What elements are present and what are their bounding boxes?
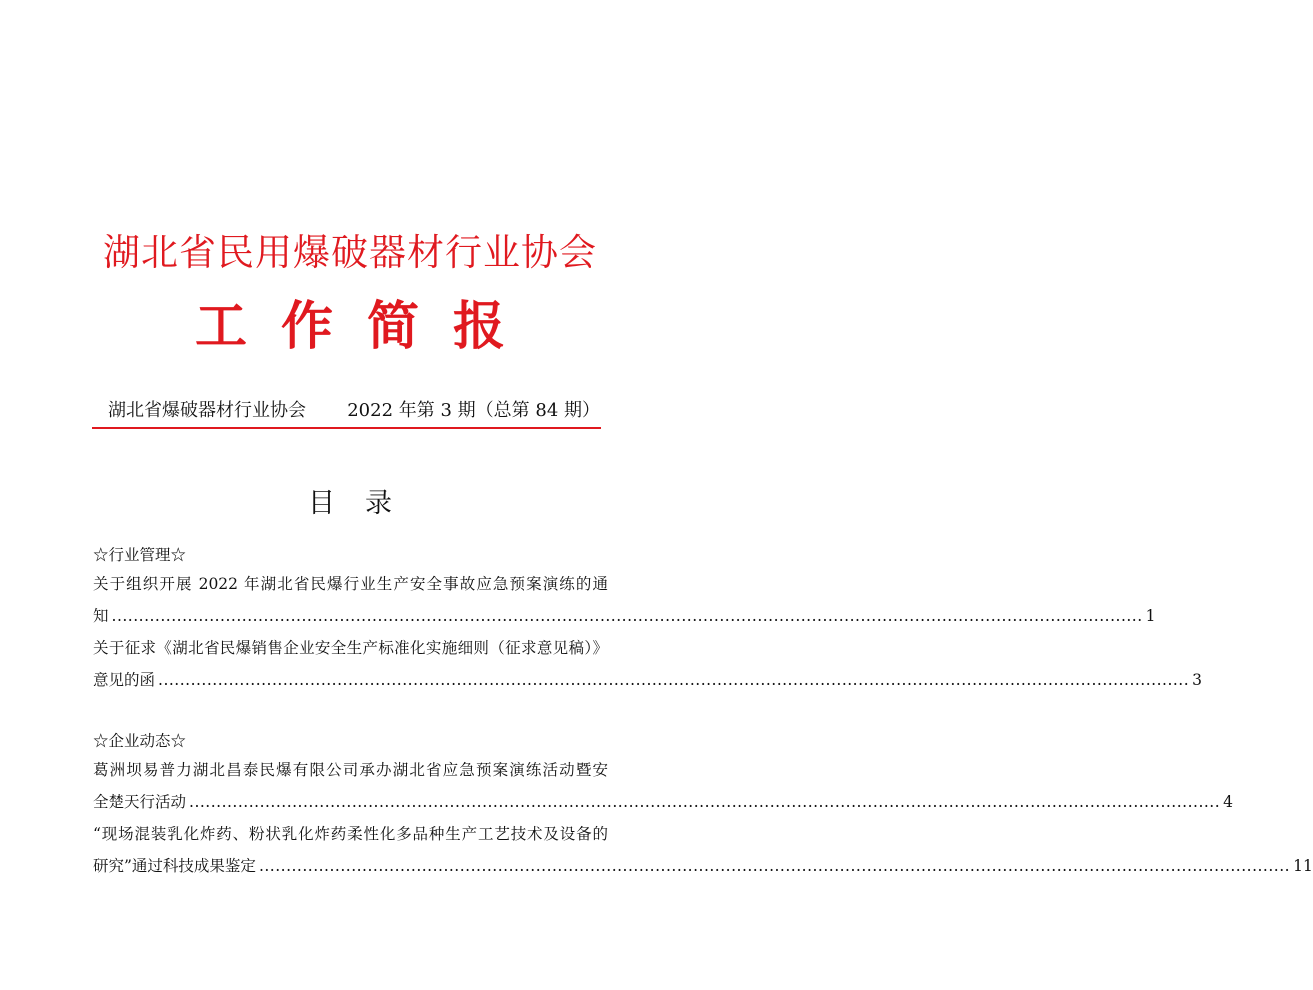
- toc-section-label: ☆行业管理☆: [93, 546, 187, 564]
- toc-page-number: 1: [1145, 607, 1156, 625]
- toc-entry-title-continued: 知: [93, 607, 109, 625]
- issue-organization: 湖北省爆破器材行业协会: [108, 400, 306, 421]
- toc-section-label: ☆企业动态☆: [93, 732, 187, 750]
- toc-entry-title-continued: 全楚天行活动: [93, 793, 187, 811]
- toc-entry-title: 葛洲坝易普力湖北昌泰民爆有限公司承办湖北省应急预案演练活动暨安: [93, 761, 608, 779]
- dot-leader: ..............................................................................................................................................................................................: [111, 607, 1143, 625]
- toc-page-number: 3: [1192, 671, 1203, 689]
- toc-entry-title: 关于组织开展 2022 年湖北省民爆行业生产安全事故应急预案演练的通: [93, 575, 608, 593]
- toc-entry-title-continued: 意见的函: [93, 671, 156, 689]
- toc-heading: 目录: [308, 488, 422, 519]
- toc-entry[interactable]: [93, 568, 1156, 632]
- dot-leader: ..............................................................................................................................................................................................: [258, 857, 1291, 875]
- toc-entry[interactable]: [93, 632, 1203, 696]
- dot-leader: ..............................................................................................................................................................................................: [189, 793, 1221, 811]
- association-title: 湖北省民用爆破器材行业协会: [103, 231, 597, 274]
- dot-leader: ..............................................................................................................................................................................................: [158, 671, 1190, 689]
- bulletin-title: 工作简报: [194, 297, 539, 357]
- toc-entry[interactable]: [93, 754, 1234, 818]
- toc-entry[interactable]: [93, 818, 1313, 882]
- toc-entry-title: 关于征求《湖北省民爆销售企业安全生产标准化实施细则（征求意见稿）》: [93, 639, 608, 657]
- issue-number: 2022 年第 3 期（总第 84 期）: [347, 400, 600, 421]
- toc-page-number: 11: [1293, 857, 1313, 875]
- table-of-contents: [93, 542, 1313, 882]
- toc-entry-title-continued: 研究”通过科技成果鉴定: [93, 857, 256, 875]
- red-divider: [92, 427, 601, 429]
- toc-entry-title: “现场混装乳化炸药、粉状乳化炸药柔性化多品种生产工艺技术及设备的: [93, 825, 608, 843]
- issue-info: [108, 396, 600, 422]
- toc-page-number: 4: [1223, 793, 1234, 811]
